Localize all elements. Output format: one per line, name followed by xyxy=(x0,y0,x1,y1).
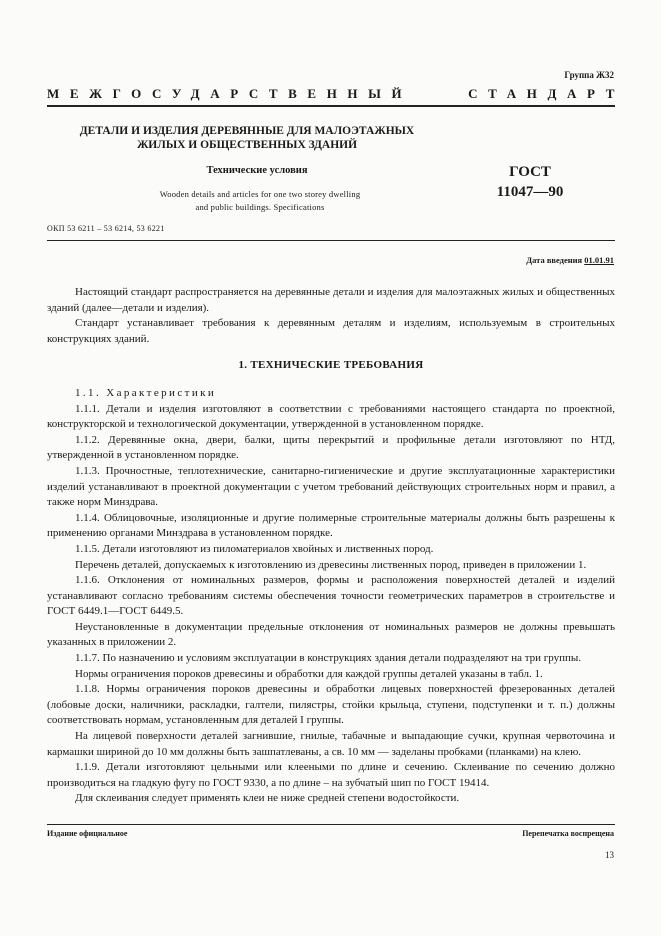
group-code: Группа Ж32 xyxy=(564,70,614,80)
clause-1-1-9: 1.1.9. Детали изготовляют цельными или клееными по длине и сечению. Склеивание по сечению должно производиться на гладкую фугу по ГОСТ 9330, а по длине – на зубчатый шип по ГОСТ 19414. xyxy=(47,761,615,789)
clause-1-1-2: 1.1.2. Деревянные окна, двери, балки, щиты перекрытий и профильные детали изготовляют по НТД, утвержденной в установленном порядке. xyxy=(47,433,615,462)
paragraph-intro-2: Стандарт устанавливает требования к деревянным деталям и изделиям, используемым в строительных конструкциях зданий. xyxy=(47,317,615,345)
paragraph-intro-1: Настоящий стандарт распространяется на деревянные детали и изделия для малоэтажных жилых и общественных зданий (далее—детали и изделия). xyxy=(47,286,615,314)
gost-label: ГОСТ xyxy=(509,164,551,180)
official-edition: Издание официальное xyxy=(47,829,128,838)
gost-number xyxy=(470,162,590,202)
english-line-1: Wooden details and articles for one two storey dwelling xyxy=(159,189,361,199)
clause-1-1-6-note: Неустановленные в документации предельные отклонения от номинальных размеров не должны превышать указанных в приложении 2. xyxy=(47,620,615,649)
reprint-forbidden: Перепечатка воспрещена xyxy=(522,829,614,838)
date-label: Дата введения xyxy=(526,255,583,265)
okp-rule xyxy=(47,240,615,241)
english-title xyxy=(120,188,400,214)
clause-1-1-5-note: Перечень деталей, допускаемых к изготовлению из древесины лиственных пород, приведен в приложении 1. xyxy=(75,558,587,571)
clause-1-1-7: 1.1.7. По назначению и условиям эксплуатации в конструкциях здания детали подразделяют на три группы. xyxy=(75,652,582,665)
clause-1-1-8-note: На лицевой поверхности деталей загнившие, гнилые, табачные и выпадающие сучки, крупная червоточина и кармашки шириной до 10 мм должны быть зашпатлеваны, а св. 10 мм — заделаны пробками (планками) на клею. xyxy=(47,730,615,758)
clause-1-1-6: 1.1.6. Отклонения от номинальных размеров, формы и расположения поверхностей деталей и изделий устанавливают согласно требованиям системы обеспечения точности геометрических параметров в строительстве и ГОСТ 6449.1—ГОСТ 6449.5. xyxy=(47,574,615,618)
clause-1-1-5: 1.1.5. Детали изготовляют из пиломатериалов хвойных и лиственных пород. xyxy=(75,542,434,555)
clause-1-1-1: 1.1.1. Детали и изделия изготовляют в соответствии с требованиями настоящего стандарта по проектной, конструкторской и технологической документации, утвержденной в установленном порядке. xyxy=(47,402,615,431)
english-line-2: and public buildings. Specifications xyxy=(195,202,325,212)
standard-banner xyxy=(47,86,625,102)
page-number: 13 xyxy=(605,850,614,860)
document-title xyxy=(47,124,447,152)
date-value: 01.01.91 xyxy=(584,255,614,265)
header-rule xyxy=(47,105,615,107)
clause-1-1: 1.1. Характеристики xyxy=(75,386,217,399)
clause-1-1-8: 1.1.8. Нормы ограничения пороков древесины и обработки лицевых поверхностей фрезерованных деталей (лобовые доски, наличники, раскладки, галтели, пилястры, стойки крыльца, ступени, подступенки и т. п.) должны соответствовать нормам, установленным для деталей I группы. xyxy=(47,683,615,727)
clause-1-1-4: 1.1.4. Облицовочные, изоляционные и другие полимерные строительные материалы должны быть разрешены к применению органами Минздрава в установленном порядке. xyxy=(47,511,615,540)
title-line-1: ДЕТАЛИ И ИЗДЕЛИЯ ДЕРЕВЯННЫЕ ДЛЯ МАЛОЭТАЖНЫХ xyxy=(79,125,415,137)
section-heading: 1. ТЕХНИЧЕСКИЕ ТРЕБОВАНИЯ xyxy=(238,359,424,372)
effective-date xyxy=(526,255,614,265)
gost-code: 11047—90 xyxy=(496,184,564,200)
document-body xyxy=(47,285,615,807)
banner-standard: СТАНДАРТ xyxy=(468,86,625,101)
clause-1-1-7-note: Нормы ограничения пороков древесины и обработки для каждой группы деталей указаны в табл. 1. xyxy=(75,667,543,680)
clause-1-1-3: 1.1.3. Прочностные, теплотехнические, санитарно-гигиенические и другие эксплуатационные характеристики изделий устанавливают в проектной документации с учетом требований действующих строительных норм и правил, а также норм Минздрава. xyxy=(47,464,615,509)
clause-1-1-9-note: Для склеивания следует применять клеи не ниже средней степени водостойкости. xyxy=(75,792,460,805)
okp-codes: ОКП 53 6211 – 53 6214, 53 6221 xyxy=(47,224,165,233)
document-subtitle: Технические условия xyxy=(206,165,308,176)
footer-rule xyxy=(47,824,615,825)
title-line-2: ЖИЛЫХ И ОБЩЕСТВЕННЫХ ЗДАНИЙ xyxy=(136,139,358,151)
banner-interstate: МЕЖГОСУДАРСТВЕННЫЙ xyxy=(47,86,413,101)
